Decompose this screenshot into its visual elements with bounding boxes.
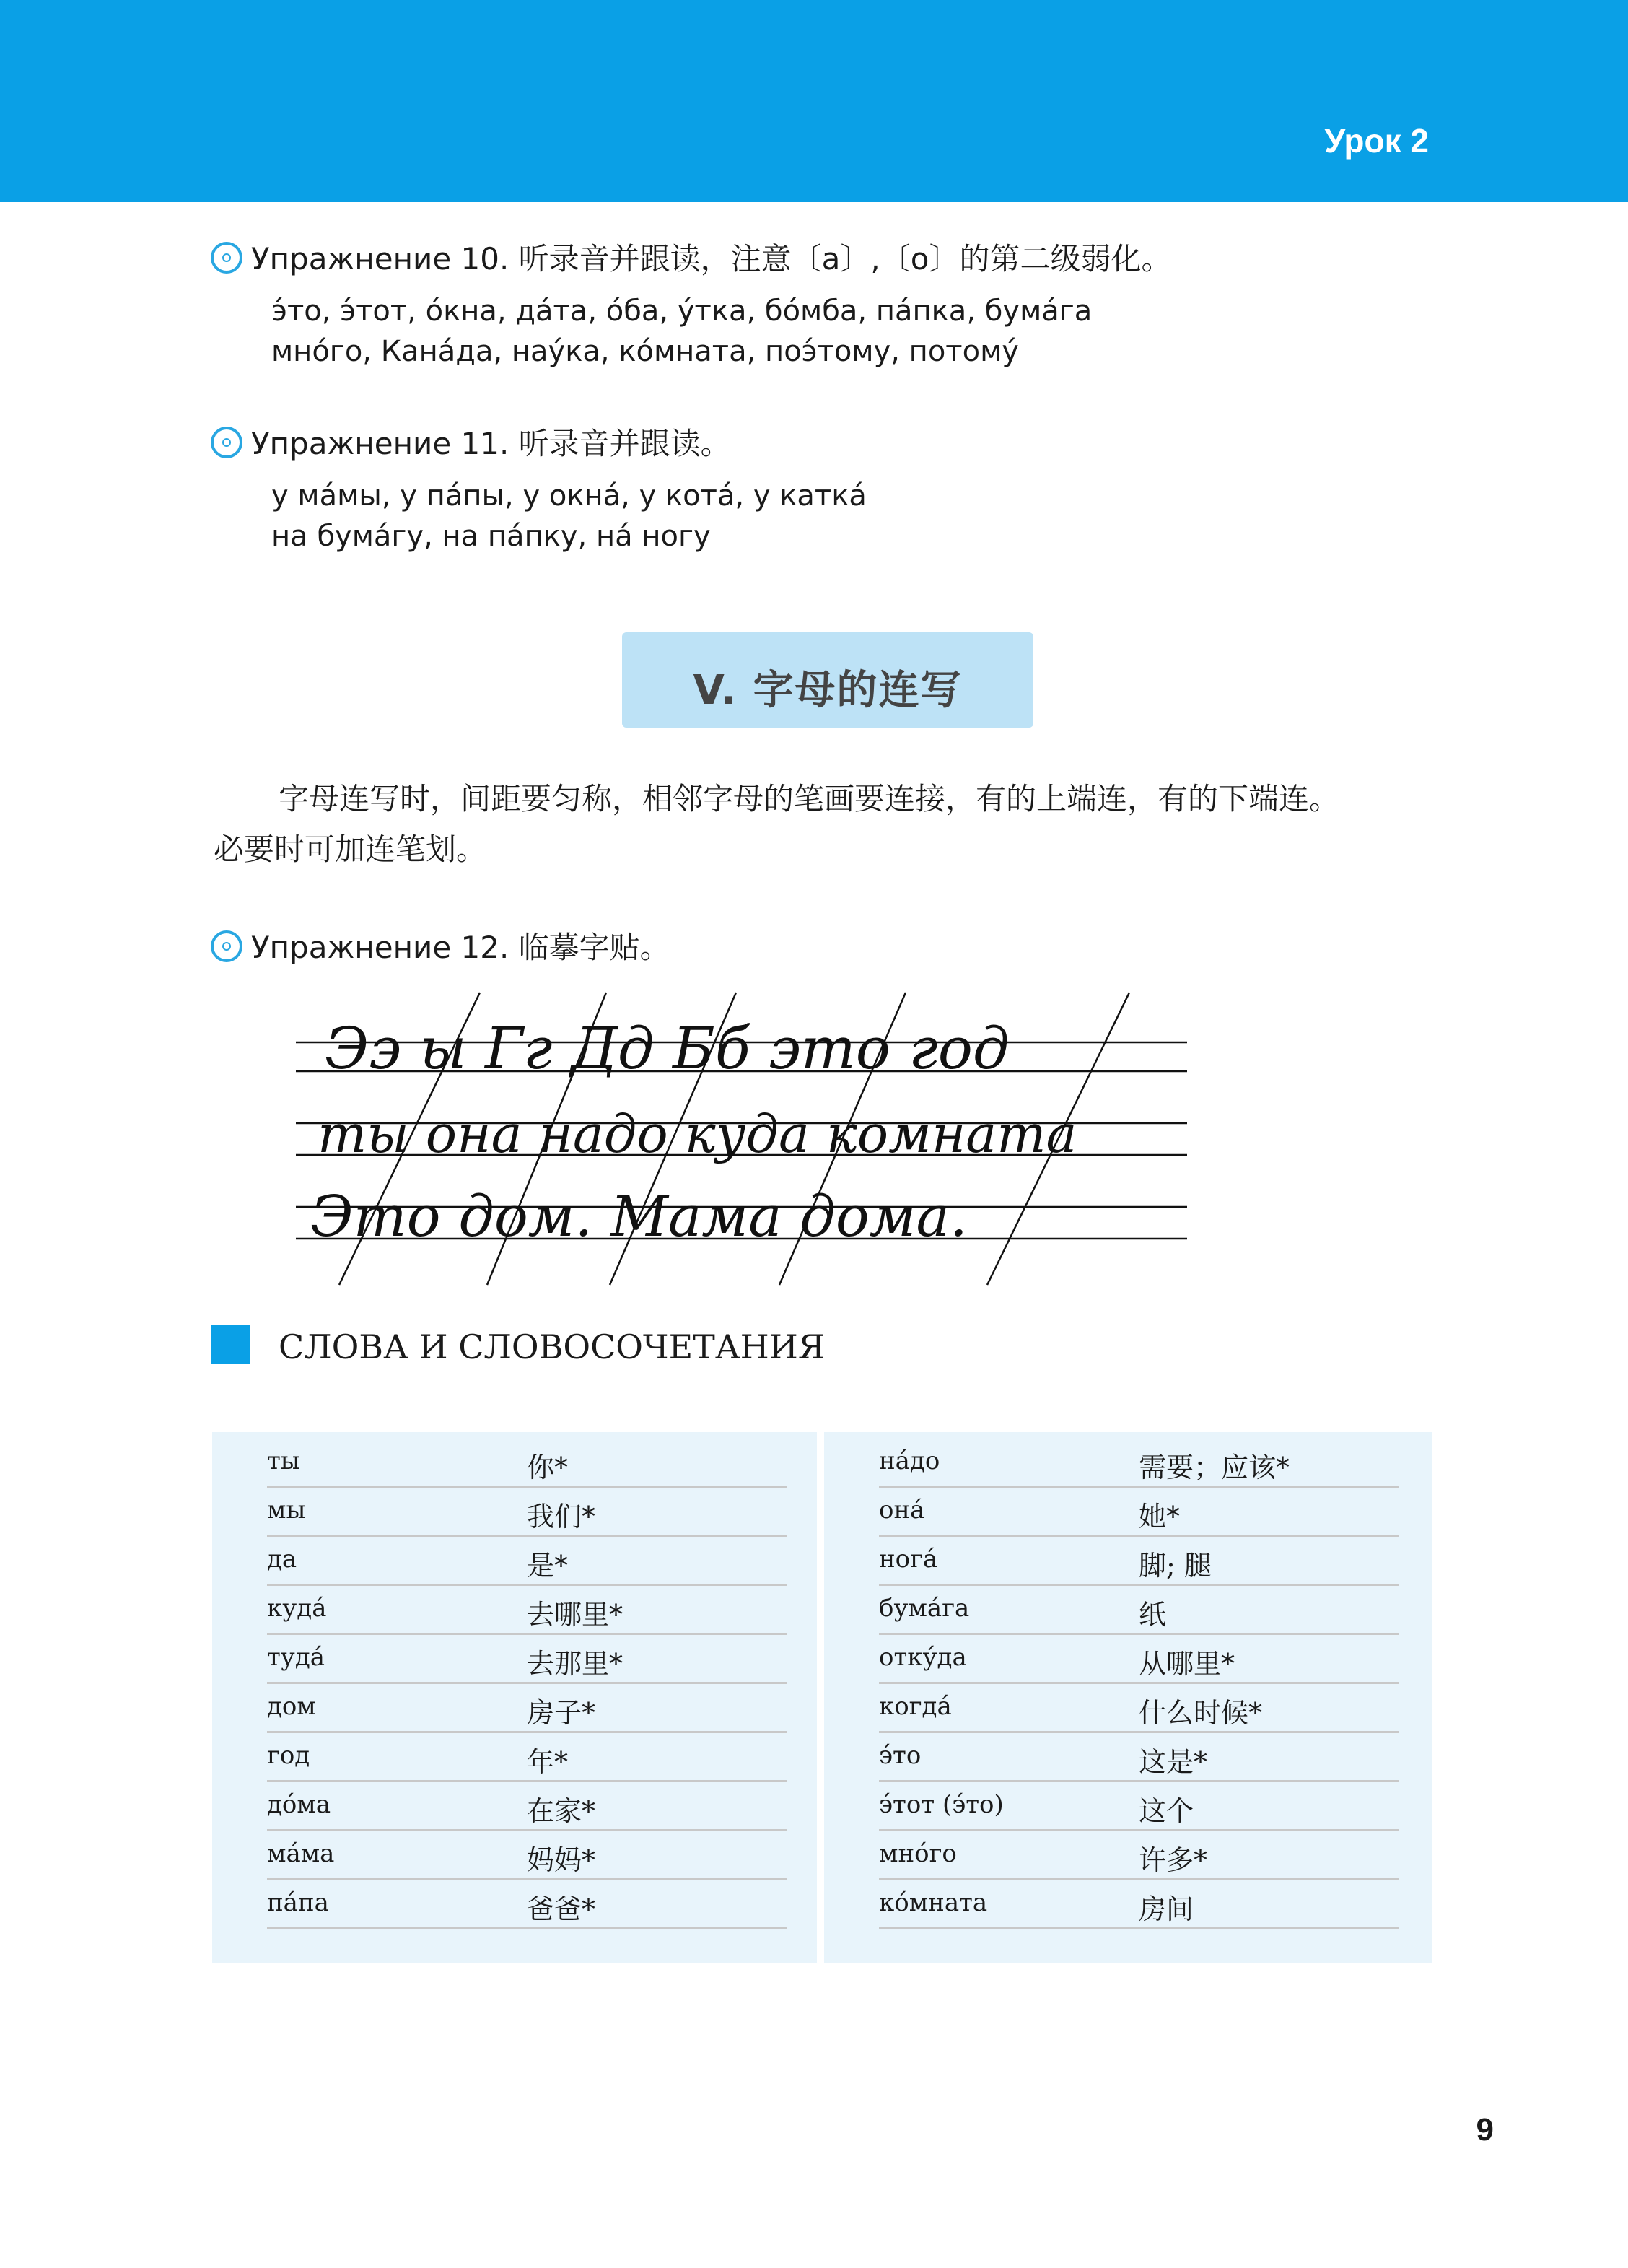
vocabulary-panel-left bbox=[212, 1432, 817, 1963]
vocab-row: э́тот (э́то) 这个 bbox=[879, 1780, 1399, 1831]
audio-disc-icon[interactable] bbox=[211, 930, 242, 962]
vocab-row: мы 我们* bbox=[267, 1486, 787, 1537]
vocab-row: ко́мната 房间 bbox=[879, 1878, 1399, 1929]
paragraph-line-1: 字母连写时，间距要匀称，相邻字母的笔画要连接，有的上端连，有的下端连。 bbox=[279, 781, 1340, 816]
vocab-row: на́до 需要；应该* bbox=[879, 1436, 1399, 1488]
vocab-row: мно́го 许多* bbox=[879, 1829, 1399, 1880]
vocab-row: нога́ 脚; 腿 bbox=[879, 1535, 1399, 1586]
vocab-row: да 是* bbox=[267, 1535, 787, 1586]
section-heading-box bbox=[622, 632, 1033, 728]
vocab-row: она́ 她* bbox=[879, 1486, 1399, 1537]
section-title: V. 字母的连写 bbox=[693, 667, 963, 714]
vocab-row: па́па 爸爸* bbox=[267, 1878, 787, 1929]
vocab-row: куда́ 去哪里* bbox=[267, 1584, 787, 1635]
vocab-row: ма́ма 妈妈* bbox=[267, 1829, 787, 1880]
vocab-row: туда́ 去那里* bbox=[267, 1633, 787, 1684]
square-bullet-icon bbox=[211, 1325, 250, 1364]
vocab-row: год 年* bbox=[267, 1731, 787, 1782]
vocab-row: ты 你* bbox=[267, 1436, 787, 1488]
exercise-10-title: Упражнение 10. 听录音并跟读，注意〔a〕,〔o〕的第二级弱化。 bbox=[211, 235, 1171, 279]
page-number: 9 bbox=[1476, 2112, 1494, 2147]
vocab-row: бума́га 纸 bbox=[879, 1584, 1399, 1635]
vocabulary-heading: СЛОВА И СЛОВОСОЧЕТАНИЯ bbox=[211, 1325, 825, 1366]
vocab-row: отку́да 从哪里* bbox=[879, 1633, 1399, 1684]
exercise-10-line-1: э́то, э́тот, о́кна, да́та, о́ба, у́тка, бо́мба, па́пка, бума́га bbox=[271, 295, 1093, 328]
vocab-row: до́ма 在家* bbox=[267, 1780, 787, 1831]
exercise-11-line-2: на бума́гу, на па́пку, на́ ногу bbox=[271, 520, 711, 553]
cursive-line-2: ты она надо куда комната bbox=[318, 1104, 1077, 1164]
cursive-copybook bbox=[289, 982, 1198, 1299]
exercise-10-line-2: мно́го, Кана́да, нау́ка, ко́мната, поэ́тому, потому́ bbox=[271, 335, 1019, 368]
exercise-11-line-1: у ма́мы, у па́пы, у окна́, у кота́, у катка́ bbox=[271, 479, 867, 513]
audio-disc-icon[interactable] bbox=[211, 427, 242, 458]
lesson-label: Урок 2 bbox=[1324, 122, 1429, 160]
cursive-line-3: Это дом. Мама дома. bbox=[310, 1185, 968, 1249]
audio-disc-icon[interactable] bbox=[211, 242, 242, 274]
vocab-row: э́то 这是* bbox=[879, 1731, 1399, 1782]
page-header-band bbox=[0, 0, 1628, 202]
exercise-12-title: Упражнение 12. 临摹字贴。 bbox=[211, 924, 670, 967]
vocab-row: когда́ 什么时候* bbox=[879, 1682, 1399, 1733]
exercise-11-title: Упражнение 11. 听录音并跟读。 bbox=[211, 420, 731, 463]
paragraph-line-2: 必要时可加连笔划。 bbox=[214, 832, 487, 867]
vocabulary-panel-right bbox=[824, 1432, 1432, 1963]
vocab-row: дом 房子* bbox=[267, 1682, 787, 1733]
cursive-line-1: Ээ ы Гг Дд Бб это год bbox=[325, 1015, 1010, 1082]
